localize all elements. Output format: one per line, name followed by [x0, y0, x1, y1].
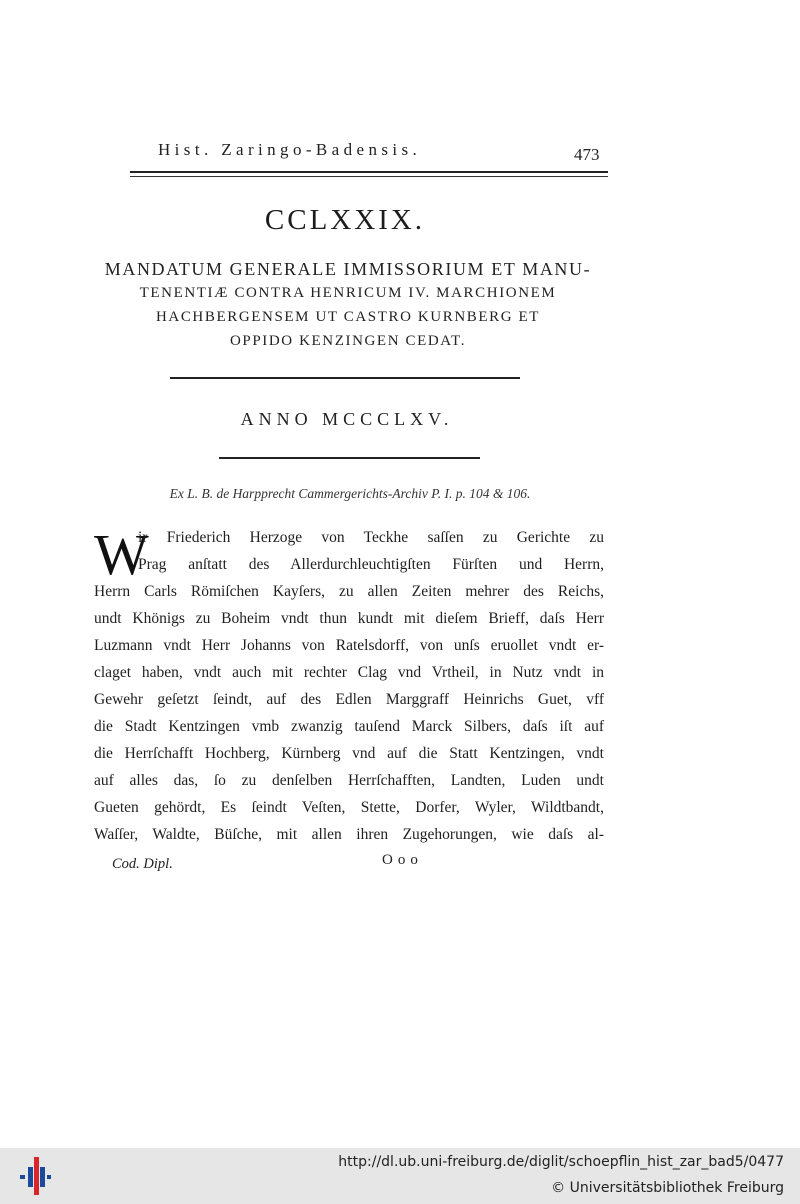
document-title: [90, 257, 606, 353]
catchword-left: Cod. Dipl.: [112, 856, 173, 872]
body-line: die Herrſchafft Hochberg, Kürnberg vnd auf die Statt Kentzingen, vndt: [94, 745, 604, 762]
body-line: Waſſer, Waldte, Büſche, mit allen ihren Zugehorungen, wie daſs al-: [94, 826, 604, 843]
title-line: HACHBERGENSEM UT CASTRO KURNBERG ET: [155, 309, 541, 325]
permalink-link[interactable]: http://dl.ub.uni-freiburg.de/diglit/schoepflin_hist_zar_bad5/0477: [338, 1154, 784, 1170]
title-line: MANDATUM GENERALE IMMISSORIUM ET MANU-: [104, 259, 592, 279]
footer-bar: [0, 1148, 800, 1204]
body-line: Gewehr geſetzt ſeindt, auf des Edlen Marggraff Heinrichs Guet, vff: [94, 691, 604, 708]
page-number: 473: [574, 145, 600, 164]
body-line: die Stadt Kentzingen vmb zwanzig tauſend Marck Silbers, daſs iſt auf: [94, 718, 604, 735]
copyright-notice: © Universitätsbibliothek Freiburg: [551, 1180, 784, 1196]
title-line: OPPIDO KENZINGEN CEDAT.: [229, 333, 467, 349]
header-rule: [130, 171, 608, 177]
signature-mark: Ooo: [382, 852, 423, 868]
title-line: TENENTIÆ CONTRA HENRICUM IV. MARCHIONEM: [139, 285, 557, 301]
source-citation: Ex L. B. de Harpprecht Cammergerichts-Archiv P. I. p. 104 & 106.: [169, 486, 531, 501]
body-line: auf alles das, ſo zu denſelben Herrſchafften, Landten, Luden undt: [94, 772, 604, 789]
year-heading: ANNO MCCCLXV.: [240, 409, 454, 429]
body-line: Herrn Carls Römiſchen Kayſers, zu allen Zeiten mehrer des Reichs,: [94, 583, 604, 600]
body-line: Luzmann vndt Herr Johanns von Ratelsdorff, von unſs eruollet vndt er-: [94, 637, 604, 654]
library-logo-icon: [18, 1155, 52, 1197]
body-line: Prag anſtatt des Allerdurchleuchtigſten Fürſten und Herrn,: [138, 556, 604, 573]
body-line: undt Khönigs zu Boheim vndt thun kundt mit dieſem Brieff, daſs Herr: [94, 610, 604, 627]
body-line: ir Friederich Herzoge von Teckhe saſſen zu Gerichte zu: [138, 529, 604, 546]
body-text: [94, 524, 604, 848]
title-rule: [170, 377, 520, 379]
drop-cap: W: [94, 522, 149, 587]
year-rule: [219, 457, 480, 459]
document-number: CCLXXIX.: [264, 204, 426, 236]
body-line: claget haben, vndt auch mit rechter Clag vnd Vrtheil, in Nutz vndt in: [94, 664, 604, 681]
body-line: Gueten gehördt, Es ſeindt Veſten, Stette, Dorfer, Wyler, Wildtbandt,: [94, 799, 604, 816]
running-head: Hist. Zaringo-Badensis.: [158, 140, 422, 159]
